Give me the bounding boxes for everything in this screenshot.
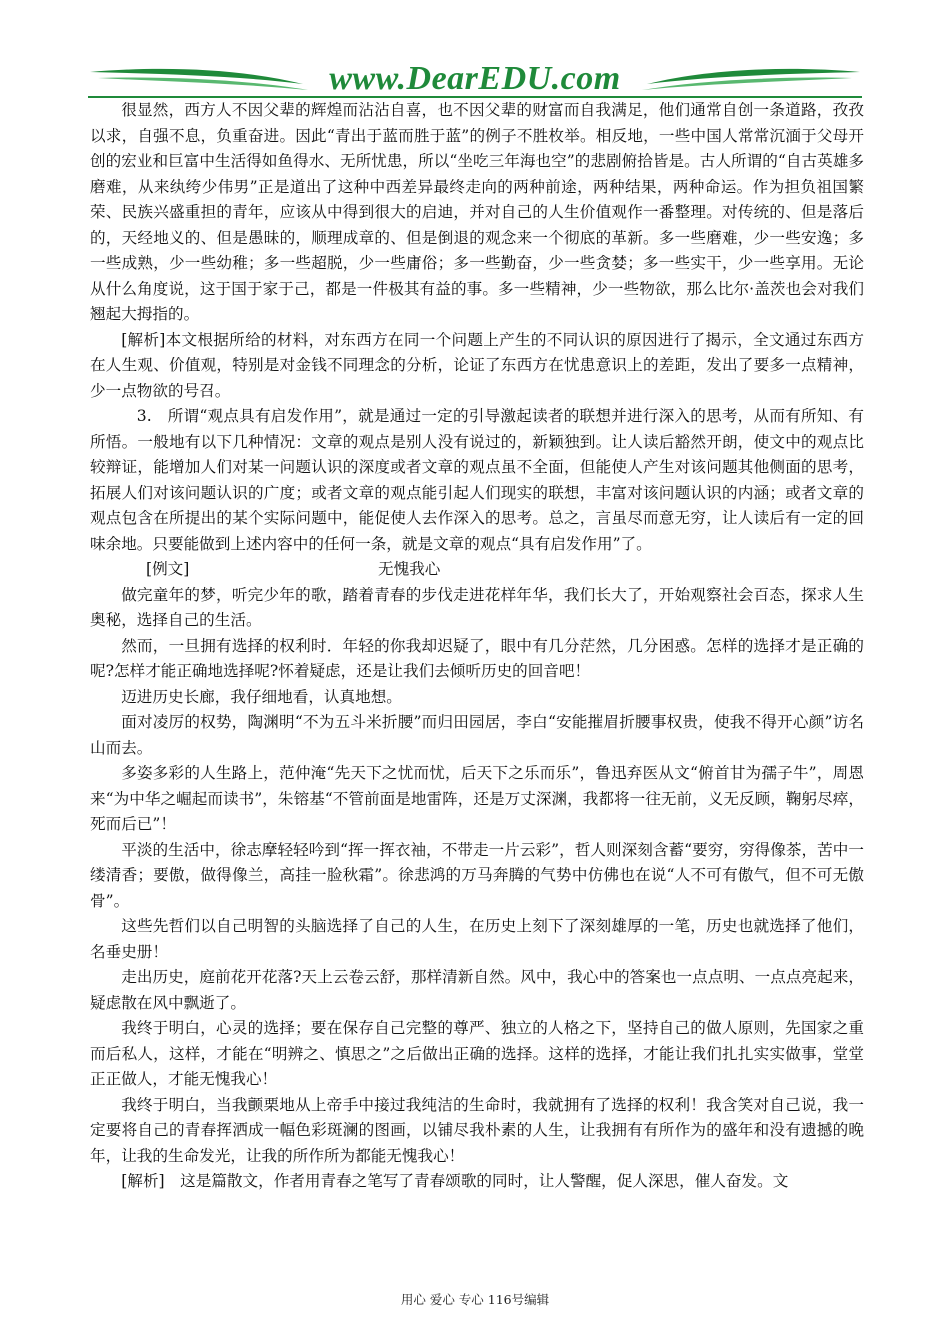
essay-paragraph: 多姿多彩的人生路上，范仲淹“先天下之忧而忧，后天下之乐而乐”，鲁迅弃医从文“俯首甘为孺子牛”，周恩来“为中华之崛起而读书”，朱镕基“不管前面是地雷阵，还是万丈深渊，我都将一往无前，义无反顾，鞠躬尽瘁，死而后已”！ xyxy=(90,764,864,833)
example-label: [例文] xyxy=(146,560,190,578)
page-footer: 用心 爱心 专心 116号编辑 xyxy=(400,1292,550,1307)
essay-paragraph: 然而，一旦拥有选择的权利时．年轻的你我却迟疑了，眼中有几分茫然，几分困惑。怎样的选择才是正确的呢?怎样才能正确地选择呢?怀着疑虑，还是让我们去倾听历史的回音吧！ xyxy=(90,636,864,680)
essay-paragraph: 这些先哲们以自己明智的头脑选择了自己的人生，在历史上刻下了深刻雄厚的一笔，历史也就选择了他们，名垂史册！ xyxy=(90,917,864,961)
essay-title: 无愧我心 xyxy=(378,560,441,578)
example-heading xyxy=(90,557,864,583)
site-header xyxy=(88,58,862,100)
essay-paragraph: 做完童年的梦，听完少年的歌，踏着青春的步伐走进花样年华，我们长大了，开始观察社会百态，探求人生奥秘，选择自己的生活。 xyxy=(90,585,864,629)
analysis-paragraph: [解析]本文根据所给的材料，对东西方在同一个问题上产生的不同认识的原因进行了揭示，全文通过东西方在人生观、价值观，特别是对金钱不同理念的分析，论证了东西方在忧患意识上的差距，发出了要多一点精神，少一点物欲的号召。 xyxy=(90,330,864,400)
essay-paragraph: 迈进历史长廊，我仔细地看，认真地想。 xyxy=(121,687,402,706)
essay-paragraph: 平淡的生活中，徐志摩轻轻吟到“挥一挥衣袖，不带走一片云彩”，哲人则深刻含蓄“要穷，穷得像茶，苦中一缕清香；要傲，做得像兰，高挂一脸秋霜”。徐悲鸿的万马奔腾的气势中仿佛也在说“人不可有傲气，但不可无傲骨”。 xyxy=(90,840,864,910)
essay-paragraph: 我终于明白，当我颤栗地从上帝手中接过我纯洁的生命时，我就拥有了选择的权利！我含笑对自己说，我一定要将自己的青春挥洒成一幅色彩斑澜的图画，以铺尽我朴素的人生，让我拥有有所作为的盛年和没有遗撼的晚年，让我的生命发光，让我的所作所为都能无愧我心！ xyxy=(90,1095,864,1165)
essay-analysis-paragraph: [解析] 这是篇散文，作者用青春之笔写了青春颂歌的同时，让人警醒，促人深思，催人奋发。文 xyxy=(121,1172,789,1190)
essay-paragraph: 我终于明白，心灵的选择；要在保存自己完整的尊严、独立的人格之下，坚持自己的做人原则，先国家之重而后私人，这样，才能在“明辨之、慎思之”之后做出正确的选择。这样的选择，才能让我们扎扎实实做事，堂堂正正做人，才能无愧我心！ xyxy=(90,1019,864,1088)
essay-paragraph: 走出历史，庭前花开花落?天上云卷云舒，那样清新自然。风中，我心中的答案也一点点明、一点点亮起来，疑虑散在风中飘逝了。 xyxy=(90,968,864,1012)
paragraph: 很显然，西方人不因父辈的辉煌而沾沾自喜，也不因父辈的财富而自我满足，他们通常自创一条道路，孜孜以求，自强不息，负重奋进。因此“青出于蓝而胜于蓝”的例子不胜枚举。相反地，一些中国人常常沉湎于父母开创的宏业和巨富中生活得如鱼得水、无所忧患，所以“坐吃三年海也空”的悲剧俯拾皆是。古人所谓的“自古英雄多磨难，从来纨绔少伟男”正是道出了这种中西差异最终走向的两种前途，两种结果，两种命运。作为担负祖国繁荣、民族兴盛重担的青年，应该从中得到很大的启迪，并对自己的人生价值观作一番整理。对传统的、但是落后的，天经地义的、但是愚昧的，顺理成章的、但是倒退的观念来一个彻底的革新。多一些磨难，少一些安逸；多一些成熟，少一些幼稚；多一些超脱，少一些庸俗；多一些勤奋，少一些贪婪；多一些实干，少一些享用。无论从什么角度说，这于国于家于己，都是一件极其有益的事。多一些精神，少一些物欲，那么比尔·盖茨也会对我们翘起大拇指的。 xyxy=(90,101,864,323)
site-logo[interactable]: www.DearEDU.com xyxy=(329,60,621,97)
point-three-paragraph: 3. 所谓“观点具有启发作用”，就是通过一定的引导激起读者的联想并进行深入的思考，从而有所知、有所悟。一般地有以下几种情况：文章的观点是别人没有说过的，新颖独到。让人读后豁然开朗，使文中的观点比较辩证，能增加人们对某一问题认识的深度或者文章的观点虽不全面，但能使人产生对该问题其他侧面的思考，拓展人们对该问题认识的广度；或者文章的观点能引起人们现实的联想，丰富对该问题认识的内涵；或者文章的观点包含在所提出的某个实际问题中，能促使人去作深入的思考。总之，言虽尽而意无穷，让人读后有一定的回味余地。只要能做到上述内容中的任何一条，就是文章的观点“具有启发作用”了。 xyxy=(90,407,864,553)
essay-paragraph: 面对凌厉的权势，陶渊明“不为五斗米折腰”而归田园居，李白“安能摧眉折腰事权贵，使我不得开心颜”访名山而去。 xyxy=(90,713,864,757)
document-body xyxy=(90,98,864,1195)
